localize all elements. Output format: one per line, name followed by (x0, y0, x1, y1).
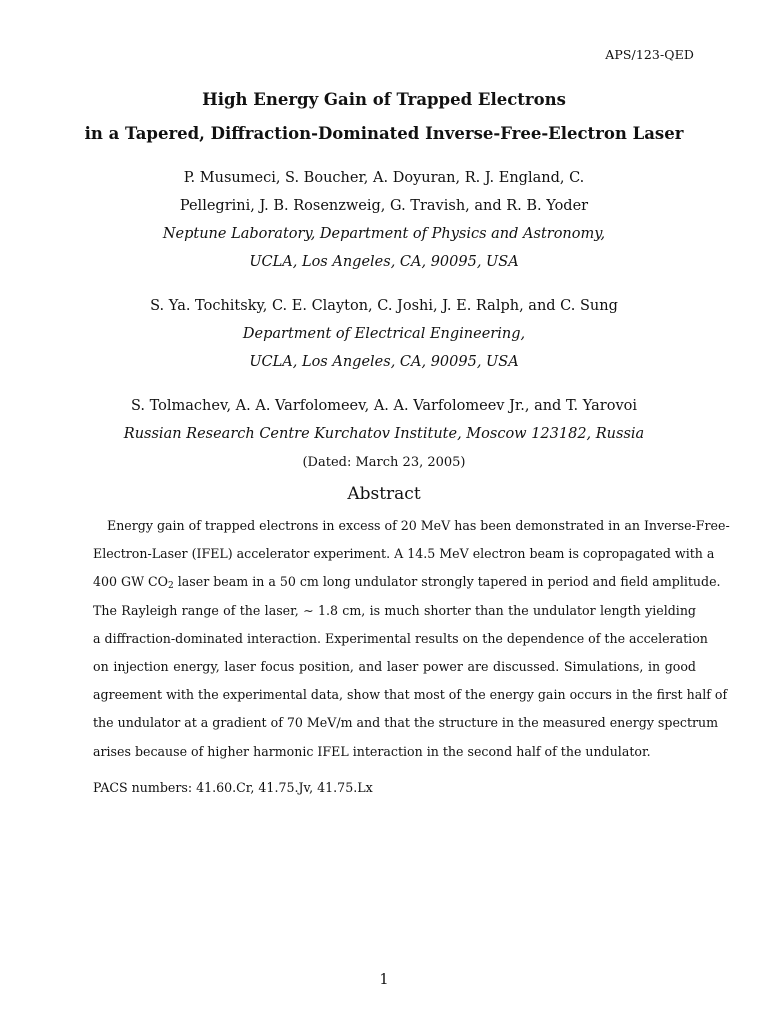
author-list-2: S. Ya. Tochitsky, C. E. Clayton, C. Joshi, J. E. Ralph, and C. Sung (150, 298, 618, 314)
abstract-heading: Abstract (347, 484, 421, 504)
affiliation-3: Russian Research Centre Kurchatov Institute, Moscow 123182, Russia (123, 426, 645, 442)
abstract-line: arises because of higher harmonic IFEL interaction in the second half of the undulator. (93, 743, 651, 759)
abstract-line-part: 400 GW CO (93, 574, 169, 590)
abstract-line: Energy gain of trapped electrons in excess of 20 MeV has been demonstrated in an Inverse-Free- (107, 518, 730, 533)
author-list-3: S. Tolmachev, A. A. Varfolomeev, A. A. Varfolomeev Jr., and T. Yarovoi (130, 398, 638, 414)
affiliation-2-line-2: UCLA, Los Angeles, CA, 90095, USA (249, 354, 519, 370)
affiliation-1-line-1: Neptune Laboratory, Department of Physics and Astronomy, (162, 226, 606, 242)
abstract-body (93, 512, 730, 766)
subscript: 2 (168, 581, 174, 592)
author-list-1-line-1: P. Musumeci, S. Boucher, A. Doyuran, R. J. England, C. (183, 170, 585, 186)
report-id: APS/123-QED (605, 47, 694, 62)
page-number: 1 (379, 972, 389, 988)
abstract-line-part: laser beam in a 50 cm long undulator strongly tapered in period and field amplitude. (173, 574, 721, 590)
abstract-line: on injection energy, laser focus position, and laser power are discussed. Simulations, in good (93, 659, 696, 675)
affiliation-2-line-1: Department of Electrical Engineering, (242, 326, 526, 342)
author-list-1-line-2: Pellegrini, J. B. Rosenzweig, G. Travish, and R. B. Yoder (179, 198, 589, 214)
abstract-line: The Rayleigh range of the laser, ∼ 1.8 cm, is much shorter than the undulator length yielding (93, 602, 696, 618)
abstract-line: a diffraction-dominated interaction. Experimental results on the dependence of the acceleration (93, 630, 708, 646)
abstract-line: Electron-Laser (IFEL) accelerator experiment. A 14.5 MeV electron beam is copropagated with a (93, 546, 715, 562)
affiliation-1-line-2: UCLA, Los Angeles, CA, 90095, USA (249, 254, 519, 270)
abstract-line: agreement with the experimental data, show that most of the energy gain occurs in the first half of (93, 687, 728, 703)
paper-title-line-2: in a Tapered, Diffraction-Dominated Inverse-Free-Electron Laser (84, 124, 684, 143)
abstract-line (93, 568, 721, 596)
date-line: (Dated: March 23, 2005) (302, 455, 466, 470)
abstract-line: the undulator at a gradient of 70 MeV/m and that the structure in the measured energy spectrum (93, 715, 719, 731)
pacs-numbers: PACS numbers: 41.60.Cr, 41.75.Jv, 41.75.Lx (93, 780, 373, 795)
paper-title-line-1: High Energy Gain of Trapped Electrons (202, 90, 566, 109)
